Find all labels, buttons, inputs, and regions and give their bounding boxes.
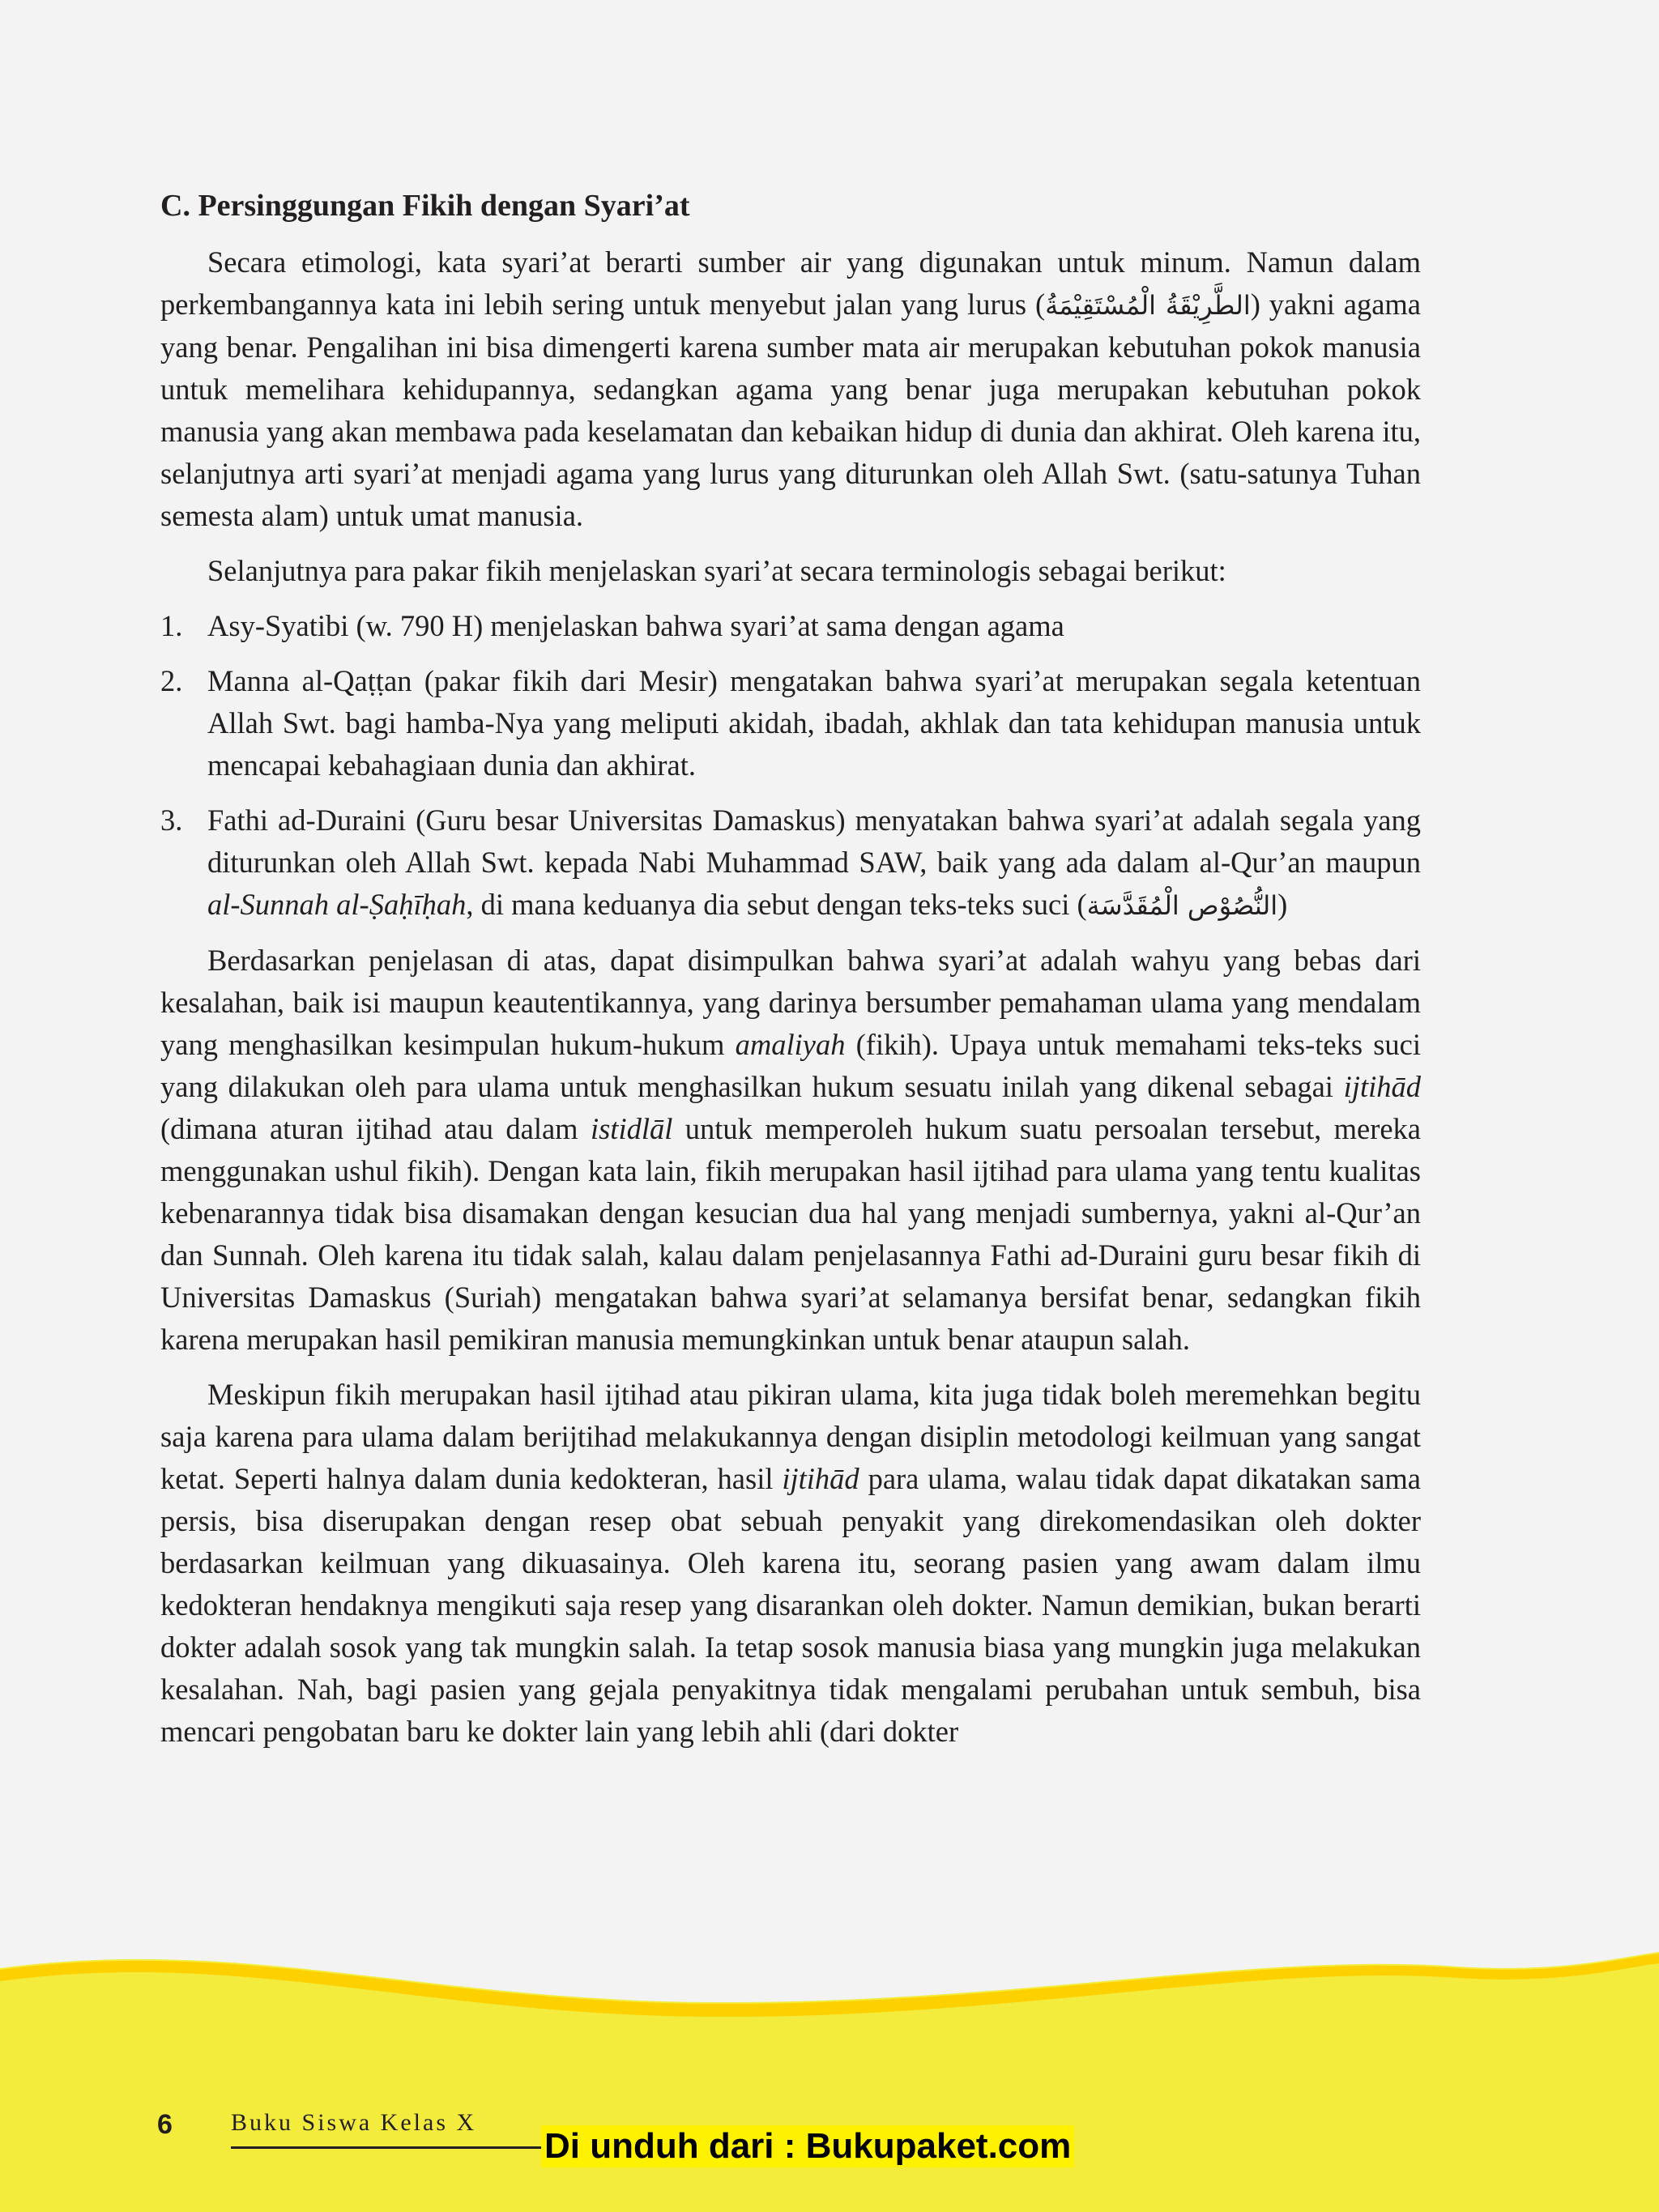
- italic-term: amaliyah: [735, 1028, 846, 1061]
- paragraph-text: (dimana aturan ijtihad atau dalam: [160, 1112, 591, 1145]
- arabic-phrase: الطَّرِيْقَةُ الْمُسْتَقِيْمَةُ: [1045, 290, 1251, 321]
- footer-divider: [231, 2146, 551, 2149]
- list-number: 1.: [160, 609, 183, 642]
- paragraph-text: Meskipun fikih merupakan hasil ijtihad atau pikiran ulama, kita juga tidak boleh meremehkan begitu saja karena para ulama dalam berijtihad melakukannya dengan disiplin metodologi keilmuan yang sangat ketat. Seperti halnya dalam dunia kedokteran, hasil: [160, 1378, 1421, 1495]
- list-item-text: Manna al-Qaṭṭan (pakar fikih dari Mesir) mengatakan bahwa syari’at merupakan segala ketentuan Allah Swt. bagi hamba-Nya yang meliputi akidah, ibadah, akhlak dan tata kehidupan manusia untuk mencapai kebahagiaan dunia dan akhirat.: [207, 664, 1421, 782]
- list-number: 3.: [160, 803, 183, 837]
- footer-wave-decoration: [0, 1944, 1659, 2212]
- list-item: [160, 799, 1421, 927]
- list-item-text: Fathi ad-Duraini (Guru besar Universitas Damaskus) menyatakan bahwa syari’at adalah segala yang diturunkan oleh Allah Swt. kepada Nabi Muhammad SAW, baik yang ada dalam al-Qur’an maupun: [207, 803, 1421, 879]
- download-source-note: Di unduh dari : Bukupaket.com: [541, 2125, 1074, 2167]
- footer-wave-background: [0, 1952, 1659, 2212]
- book-title: Buku Siswa Kelas X: [231, 2109, 477, 2136]
- list-item-text: ): [1277, 888, 1288, 921]
- italic-term: al-Sunnah al-Ṣaḥīḥah: [207, 888, 467, 921]
- main-content: [160, 185, 1421, 1766]
- definition-list: [160, 605, 1421, 927]
- italic-term: ijtihād: [782, 1462, 859, 1495]
- paragraph-text: untuk memperoleh hukum suatu persoalan tersebut, mereka menggunakan ushul fikih). Dengan kata lain, fikih merupakan hasil ijtihad para ulama yang tentu kualitas kebenarannya tidak bisa disamakan dengan kesucian dua hal yang menjadi sumbernya, yakni al-Qur’an dan Sunnah. Oleh karena itu tidak salah, kalau dalam penjelasannya Fathi ad-Duraini guru besar fikih di Universitas Damaskus (Suriah) mengatakan bahwa syari’at selamanya bersifat benar, sedangkan fikih karena merupakan hasil pemikiran manusia memungkinkan untuk benar ataupun salah.: [160, 1112, 1421, 1356]
- paragraph-text: para ulama, walau tidak dapat dikatakan sama persis, bisa diserupakan dengan resep obat sebuah penyakit yang direkomendasikan oleh dokter berdasarkan keilmuan yang dikuasainya. Oleh karena itu, seorang pasien yang awam dalam ilmu kedokteran hendaknya mengikuti saja resep yang disarankan oleh dokter. Namun demikian, bukan berarti dokter adalah sosok yang tak mungkin salah. Ia tetap sosok manusia biasa yang mungkin juga melakukan kesalahan. Nah, bagi pasien yang gejala penyakitnya tidak mengalami perubahan untuk sembuh, bisa mencari pengobatan baru ke dokter lain yang lebih ahli (dari dokter: [160, 1462, 1421, 1748]
- italic-term: istidlāl: [590, 1112, 673, 1145]
- list-number: 2.: [160, 664, 183, 697]
- arabic-phrase: النُّصُوْص الْمُقَدَّسَة: [1086, 890, 1278, 921]
- paragraph-analogy: [160, 1374, 1421, 1753]
- paragraph-text: Berdasarkan penjelasan di atas, dapat disimpulkan bahwa syari’at adalah wahyu yang bebas dari kesalahan, baik isi maupun keautentikannya, yang darinya bersumber pemahaman ulama yang mendalam yang menghasilkan kesimpulan hukum-hukum: [160, 944, 1421, 1061]
- list-item-text: Asy-Syatibi (w. 790 H) menjelaskan bahwa syari’at sama dengan agama: [207, 609, 1064, 642]
- paragraph-text: ) yakni agama yang benar. Pengalihan ini bisa dimengerti karena sumber mata air merupakan kebutuhan pokok manusia untuk memelihara kehidupannya, sedangkan agama yang benar juga merupakan kebutuhan pokok manusia yang akan membawa pada keselamatan dan kebaikan hidup di dunia dan akhirat. Oleh karena itu, selanjutnya arti syari’at menjadi agama yang lurus yang diturunkan oleh Allah Swt. (satu-satunya Tuhan semesta alam) untuk umat manusia.: [160, 288, 1421, 532]
- list-item-text: , di mana keduanya dia sebut dengan teks-teks suci (: [466, 888, 1087, 921]
- list-item: [160, 605, 1421, 647]
- paragraph-etymology: [160, 241, 1421, 537]
- italic-term: ijtihād: [1343, 1070, 1421, 1103]
- paragraph-text: Secara etimologi, kata syari’at berarti sumber air yang digunakan untuk minum. Namun dalam perkembangannya kata ini lebih sering untuk menyebut jalan yang lurus (: [160, 245, 1421, 321]
- list-item: [160, 660, 1421, 786]
- page-number: 6: [157, 2109, 173, 2140]
- paragraph-conclusion: [160, 940, 1421, 1361]
- paragraph-text: (fikih). Upaya untuk memahami teks-teks suci yang dilakukan oleh para ulama untuk menghasilkan hukum sesuatu inilah yang dikenal sebagai: [160, 1028, 1421, 1103]
- section-heading: C. Persinggungan Fikih dengan Syari’at: [160, 189, 690, 223]
- paragraph-terminology-intro: Selanjutnya para pakar fikih menjelaskan syari’at secara terminologis sebagai berikut:: [207, 554, 1226, 587]
